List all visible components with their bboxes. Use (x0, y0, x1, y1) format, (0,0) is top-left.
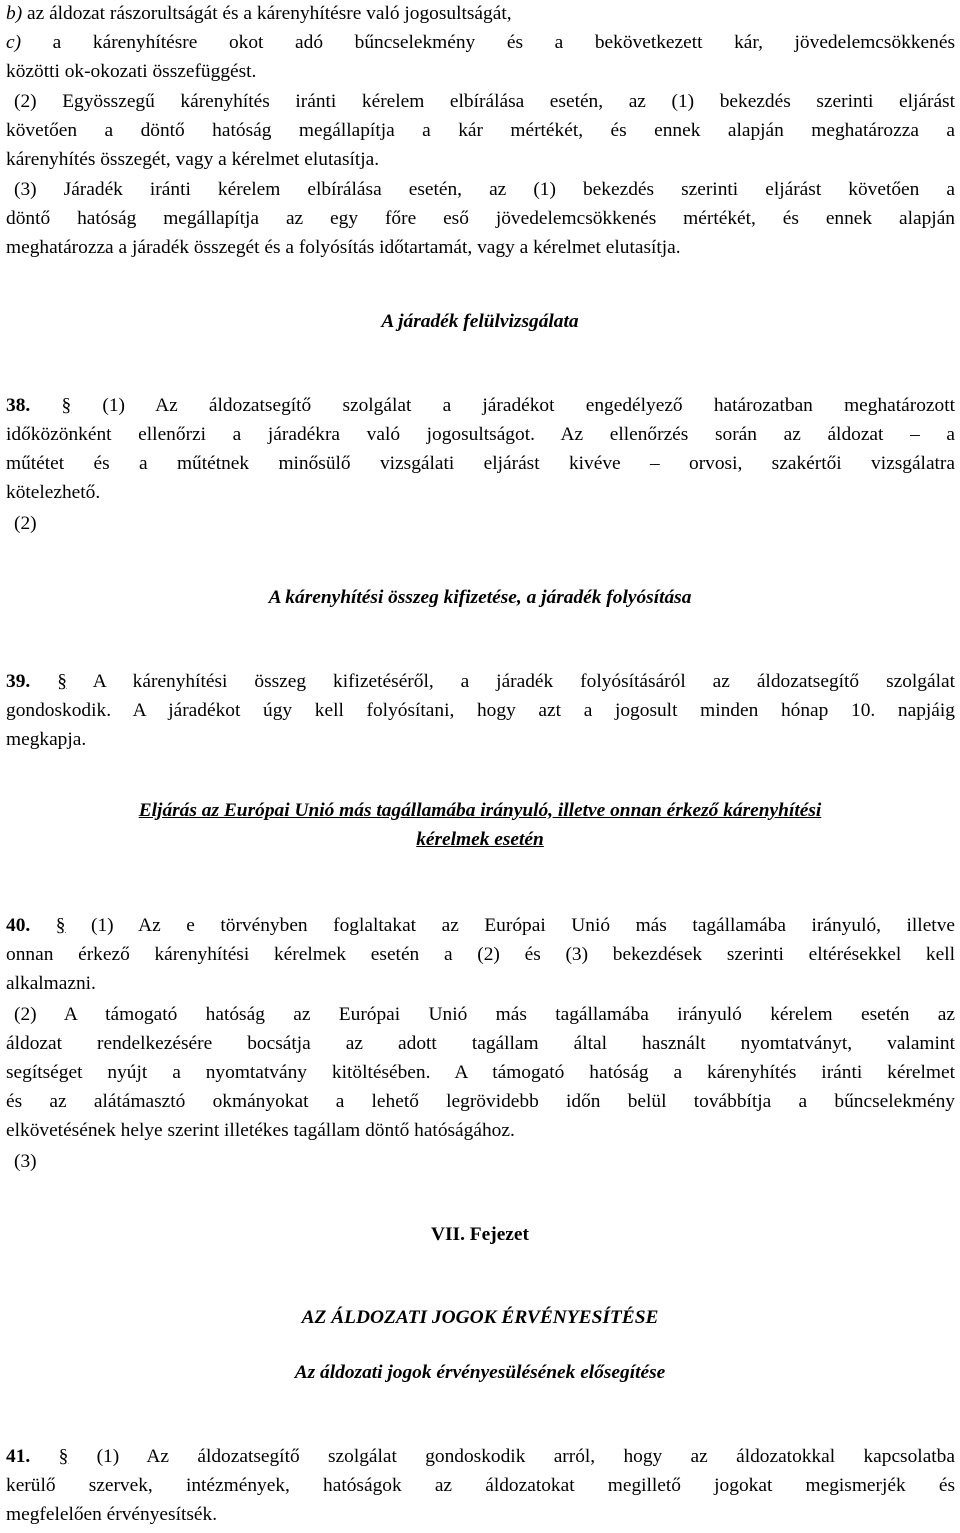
list-item-c (6, 29, 955, 87)
paragraph-line: megkapja. (6, 728, 87, 750)
paragraph-line: gondoskodik. A járadékot úgy kell folyósítani, hogy azt a jogosult minden hónap 10. napjáig (6, 699, 955, 721)
chapter-subtitle: Az áldozati jogok érvényesülésének elősegítése (294, 1362, 666, 1383)
paragraph-text: (1) Az áldozatsegítő szolgálat a járadékot engedélyező határozatban meghatározott (71, 395, 955, 416)
paragraph-line: kötelezhető. (6, 481, 101, 503)
section-sign: § (61, 395, 72, 416)
chapter-title: AZ ÁLDOZATI JOGOK ÉRVÉNYESÍTÉSE (301, 1307, 659, 1328)
section-38 (6, 392, 955, 508)
paragraph-line: műtétet és a műtétnek minősülő vizsgálati eljárást kivéve – orvosi, szakértői vizsgálatra (6, 452, 955, 474)
paragraph-line: (3) (14, 1151, 37, 1172)
paragraph-40-3 (6, 1148, 955, 1177)
paragraph-37-3 (6, 176, 955, 263)
section-heading: A járadék felülvizsgálata (381, 311, 579, 332)
chapter-heading: VII. Fejezet (431, 1224, 529, 1245)
section-number: 38. (6, 395, 31, 416)
paragraph-text: (1) Az e törvényben foglaltakat az Európai Unió más tagállamába irányuló, illetve (65, 915, 955, 936)
item-text: az áldozat rászorultságát és a kárenyhítésre való jogosultságát, (22, 3, 512, 24)
paragraph-line: időközönként ellenőrzi a járadékra való jogosultságot. Az ellenőrzés során az áldozat – a (6, 423, 955, 445)
heading-line: kérelmek esetén (416, 828, 544, 850)
paragraph-line: segítséget nyújt a nyomtatvány kitöltésében. A támogató hatóság a kárenyhítés iránti kérelmet (6, 1061, 955, 1083)
section-heading (0, 797, 960, 855)
paragraph-line: és az alátámasztó okmányokat a lehető legrövidebb időn belül továbbítja a bűncselekmény (6, 1090, 955, 1112)
item-label: b) (6, 3, 23, 24)
section-sign: § (55, 915, 66, 936)
section-number: 40. (6, 915, 31, 936)
section-number: 41. (6, 1446, 31, 1467)
item-text-cont: közötti ok-okozati összefüggést. (6, 60, 257, 82)
section-heading: A kárenyhítési összeg kifizetése, a járadék folyósítása (268, 587, 692, 608)
paragraph-38-2 (6, 510, 955, 539)
paragraph-line: (2) (14, 513, 37, 534)
paragraph-40-2 (6, 1001, 955, 1146)
item-text: a kárenyhítésre okot adó bűncselekmény és a bekövetkezett kár, jövedelemcsökkenés (21, 32, 955, 53)
paragraph-37-2 (6, 88, 955, 175)
paragraph-line: onnan érkező kárenyhítési kérelmek esetén a (2) és (3) bekezdések szerinti eltérésekkel kell (6, 943, 955, 965)
paragraph-line: (2) Egyösszegű kárenyhítés iránti kérelem elbírálása esetén, az (1) bekezdés szerinti eljárást (14, 91, 955, 112)
heading-line: Eljárás az Európai Unió más tagállamába irányuló, illetve onnan érkező kárenyhítési (138, 800, 822, 821)
section-sign: § (57, 671, 67, 692)
paragraph-line: követően a döntő hatóság megállapítja a kár mértékét, és ennek alapján meghatározza a (6, 119, 955, 141)
paragraph-text: (1) Az áldozatsegítő szolgálat gondoskodik arról, hogy az áldozatokkal kapcsolatba (68, 1446, 955, 1467)
item-label: c) (6, 32, 22, 53)
paragraph-line: meghatározza a járadék összegét és a folyósítás időtartamát, vagy a kérelmet elutasítja. (6, 236, 681, 258)
paragraph-text: A kárenyhítési összeg kifizetéséről, a járadék folyósításáról az áldozatsegítő szolgálat (66, 671, 955, 692)
section-40 (6, 912, 955, 999)
paragraph-line: kerülő szervek, intézmények, hatóságok az áldozatokat megillető jogokat megismerjék és (6, 1474, 955, 1496)
section-39 (6, 668, 955, 755)
section-number: 39. (6, 671, 31, 692)
section-41 (6, 1443, 955, 1530)
paragraph-line: kárenyhítés összegét, vagy a kérelmet elutasítja. (6, 148, 380, 170)
section-sign: § (58, 1446, 69, 1467)
paragraph-line: (2) A támogató hatóság az Európai Unió más tagállamába irányuló kérelem esetén az (14, 1004, 955, 1025)
paragraph-line: (3) Járadék iránti kérelem elbírálása esetén, az (1) bekezdés szerinti eljárást követően a (14, 179, 955, 200)
paragraph-line: megfelelően érvényesítsék. (6, 1503, 218, 1525)
paragraph-line: elkövetésének helye szerint illetékes tagállam döntő hatóságához. (6, 1119, 515, 1141)
paragraph-line: alkalmazni. (6, 972, 96, 994)
paragraph-line: áldozat rendelkezésére bocsátja az adott tagállam által használt nyomtatványt, valamint (6, 1032, 955, 1054)
paragraph-line: döntő hatóság megállapítja az egy főre eső jövedelemcsökkenés mértékét, és ennek alapján (6, 207, 955, 229)
list-item-b (6, 0, 955, 29)
